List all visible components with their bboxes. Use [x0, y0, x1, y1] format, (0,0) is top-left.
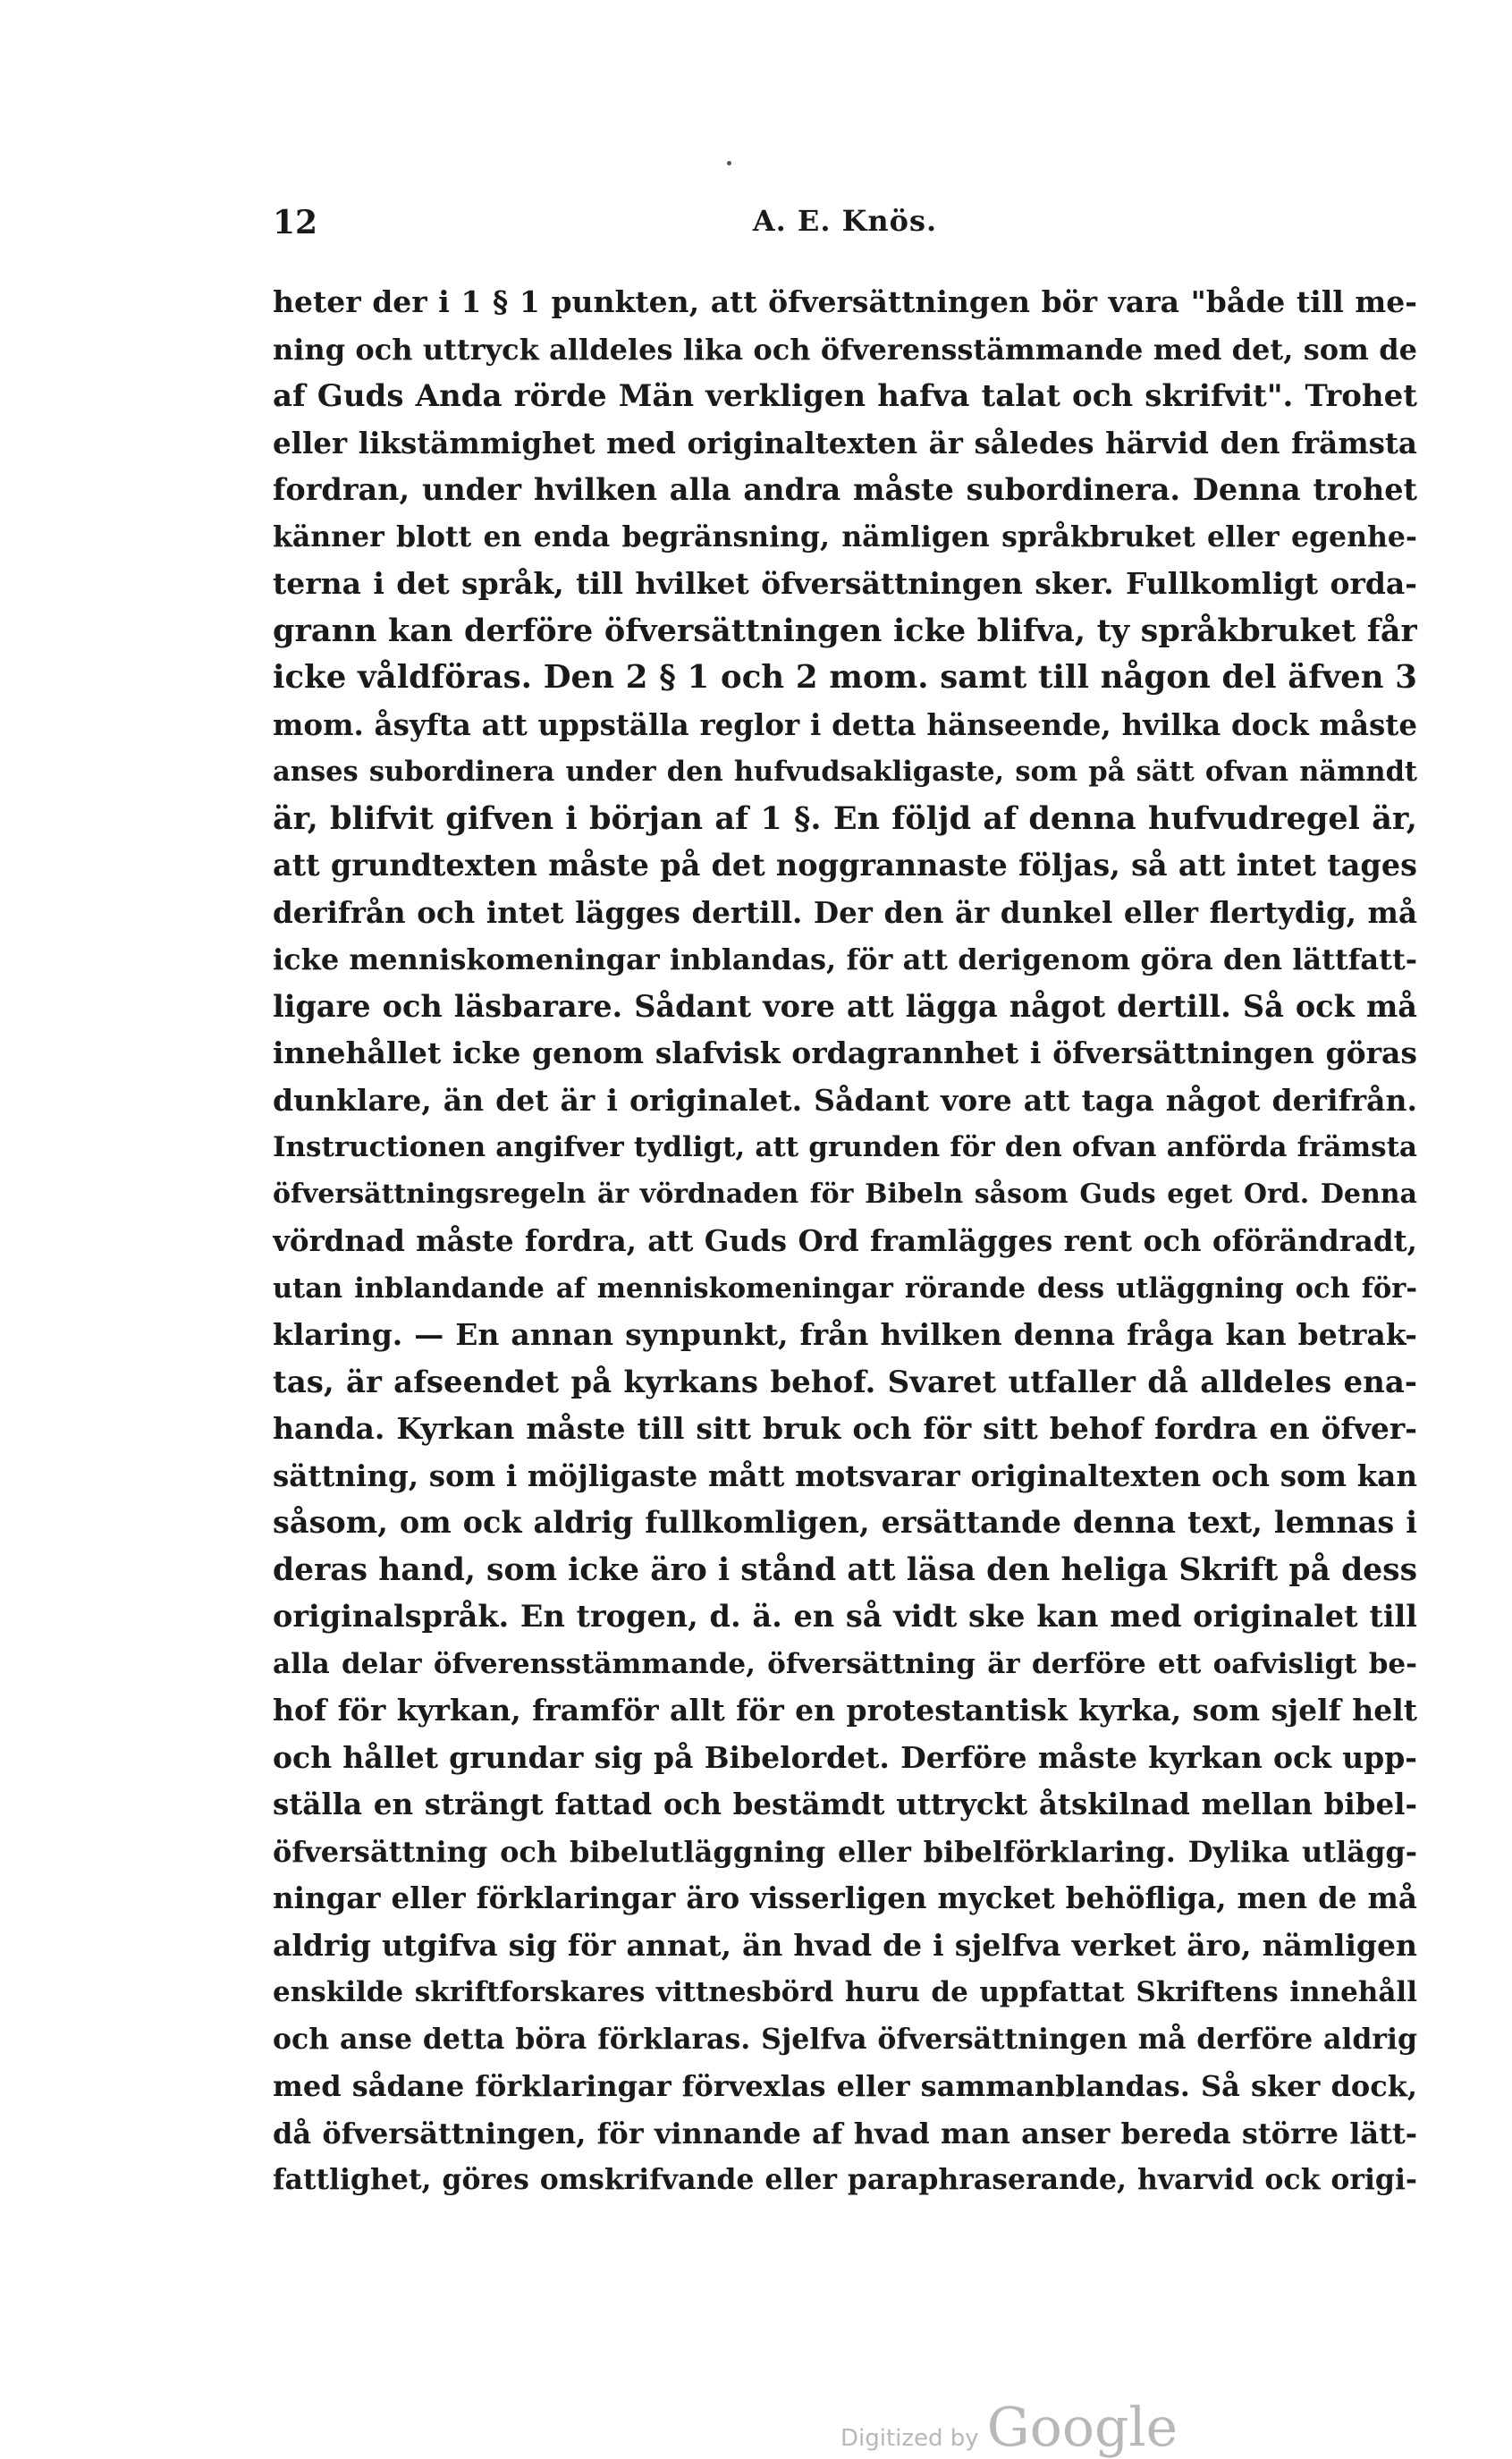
text-line: aldrig utgifva sig för annat, än hvad de i sjelfva verket äro, nämligen: [273, 1927, 1417, 1963]
text-line: känner blott en enda begränsning, nämligen språkbruket eller egenhe-: [273, 520, 1417, 553]
text-line: fattlighet, göres omskrifvande eller paraphraserande, hvarvid ock origi-: [273, 2163, 1417, 2196]
page-header: [273, 204, 1417, 247]
text-line: och hållet grundar sig på Bibelordet. Derföre måste kyrkan ock upp-: [273, 1739, 1417, 1775]
text-line: utan inblandande af menniskomeningar rörande dess utläggning och för-: [273, 1272, 1417, 1305]
google-logo: Google: [986, 2396, 1178, 2459]
text-line: vördnad måste fordra, att Guds Ord framlägges rent och oförändradt,: [273, 1223, 1417, 1258]
text-line: dunklare, än det är i originalet. Sådant vore att taga något derifrån.: [273, 1082, 1417, 1118]
text-line: originalspråk. En trogen, d. ä. en så vidt ske kan med originalet till: [273, 1599, 1417, 1634]
text-line: ningar eller förklaringar äro visserligen mycket behöfliga, men de må: [273, 1880, 1417, 1915]
text-line: och anse detta böra förklaras. Sjelfva öfversättningen må derföre aldrig: [273, 2022, 1417, 2056]
running-head: A. E. Knös.: [752, 204, 938, 238]
text-line: klaring. — En annan synpunkt, från hvilken denna fråga kan betrak-: [273, 1317, 1417, 1352]
text-line: sättning, som i möjligaste mått motsvarar originaltexten och som kan: [273, 1458, 1417, 1493]
text-line: heter der i 1 § 1 punkten, att öfversättningen bör vara "både till me-: [273, 284, 1417, 319]
text-line: deras hand, som icke äro i stånd att läsa den heliga Skrift på dess: [273, 1551, 1417, 1588]
text-line: terna i det språk, till hvilket öfversättningen sker. Fullkomligt orda-: [273, 566, 1417, 601]
text-line: är, blifvit gifven i början af 1 §. En följd af denna hufvudregel är,: [273, 799, 1417, 837]
text-line: af Guds Anda rörde Män verkligen hafva talat och skrifvit". Trohet: [273, 378, 1417, 414]
text-line: Instructionen angifver tydligt, att grunden för den ofvan anförda främsta: [273, 1131, 1417, 1163]
text-line: icke våldföras. Den 2 § 1 och 2 mom. samt till någon del äfven 3: [273, 659, 1417, 696]
text-line: eller likstämmighet med originaltexten är således härvid den främsta: [273, 425, 1417, 461]
digitized-by-label: Digitized by: [840, 2425, 979, 2452]
text-line: såsom, om ock aldrig fullkomligen, ersättande denna text, lemnas i: [273, 1505, 1417, 1540]
text-line: handa. Kyrkan måste till sitt bruk och för sitt behof fordra en öfver-: [273, 1411, 1417, 1446]
text-line: ning och uttryck alldeles lika och öfverensstämmande med det, som de: [273, 332, 1417, 367]
ink-speck: [727, 161, 731, 165]
text-line: enskilde skriftforskares vittnesbörd huru de uppfattat Skriftens innehåll: [273, 1976, 1417, 2008]
text-line: anses subordinera under den hufvudsakligaste, som på sätt ofvan nämndt: [273, 756, 1417, 788]
body-text: [273, 279, 1417, 2204]
text-line: innehållet icke genom slafvisk ordagrannhet i öfversättningen göras: [273, 1035, 1417, 1070]
text-line: då öfversättningen, för vinnande af hvad man anser bereda större lätt-: [273, 2116, 1417, 2151]
text-line: mom. åsyfta att uppställa reglor i detta hänseende, hvilka dock måste: [273, 706, 1417, 742]
digitized-watermark: [840, 2396, 1178, 2459]
text-line: öfversättning och bibelutläggning eller bibelförklaring. Dylika utlägg-: [273, 1834, 1417, 1869]
text-line: tas, är afseendet på kyrkans behof. Svaret utfaller då alldeles ena-: [273, 1364, 1417, 1400]
text-line: ligare och läsbarare. Sådant vore att lägga något dertill. Så ock må: [273, 988, 1417, 1024]
page-number: 12: [273, 204, 318, 241]
text-line: att grundtexten måste på det noggrannaste följas, så att intet tages: [273, 848, 1417, 883]
text-line: grann kan derföre öfversättningen icke blifva, ty språkbruket får: [273, 612, 1417, 649]
text-line: alla delar öfverensstämmande, öfversättning är derföre ett oafvisligt be-: [273, 1647, 1417, 1680]
text-line: icke menniskomeningar inblandas, för att derigenom göra den lättfatt-: [273, 942, 1417, 976]
text-line: fordran, under hvilken alla andra måste subordinera. Denna trohet: [273, 472, 1417, 507]
text-line: öfversättningsregeln är vördnaden för Bibeln såsom Guds eget Ord. Denna: [273, 1178, 1417, 1210]
text-line: hof för kyrkan, framför allt för en protestantisk kyrka, som sjelf helt: [273, 1693, 1417, 1728]
text-line: ställa en strängt fattad och bestämdt uttryckt åtskilnad mellan bibel-: [273, 1787, 1417, 1821]
text-line: med sådane förklaringar förvexlas eller sammanblandas. Så sker dock,: [273, 2069, 1417, 2103]
text-line: derifrån och intet lägges dertill. Der den är dunkel eller flertydig, må: [273, 894, 1417, 930]
